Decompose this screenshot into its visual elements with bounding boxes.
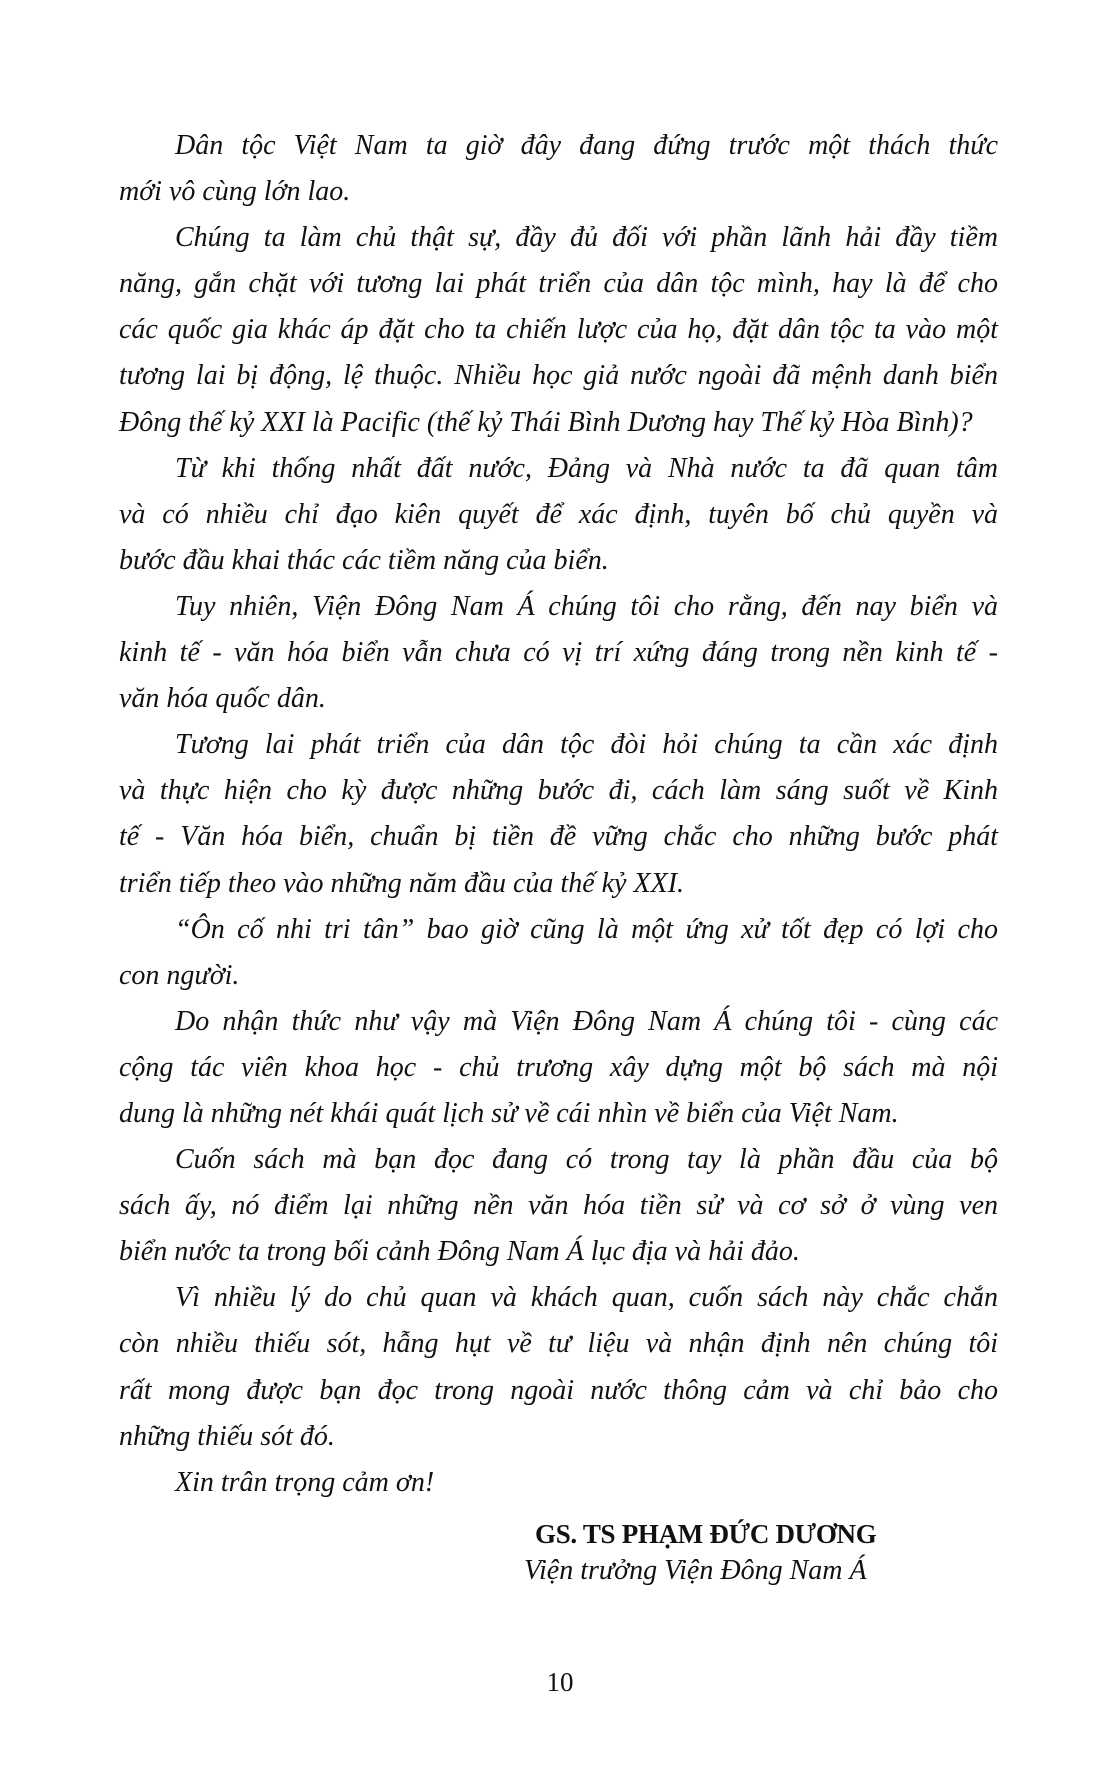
text-line: năng, gắn chặt với tương lai phát triển của dân tộc mình, hay là để cho — [119, 268, 998, 300]
text-line: biển nước ta trong bối cảnh Đông Nam Á lục địa và hải đảo. — [119, 1236, 800, 1268]
text-line: sách ấy, nó điểm lại những nền văn hóa tiền sử và cơ sở ở vùng ven — [119, 1190, 998, 1222]
text-line: và thực hiện cho kỳ được những bước đi, cách làm sáng suốt về Kinh — [119, 775, 998, 807]
text-line: Vì nhiều lý do chủ quan và khách quan, cuốn sách này chắc chắn — [175, 1282, 998, 1314]
text-line: Xin trân trọng cảm ơn! — [175, 1466, 435, 1498]
text-line: những thiếu sót đó. — [119, 1420, 335, 1452]
text-line: bước đầu khai thác các tiềm năng của biển. — [119, 544, 609, 576]
body-text — [119, 123, 998, 1506]
text-line: kinh tế - văn hóa biển vẫn chưa có vị trí xứng đáng trong nền kinh tế - — [119, 637, 998, 669]
signature-name: GS. TS PHẠM ĐỨC DƯƠNG — [535, 1519, 877, 1549]
text-line: dung là những nét khái quát lịch sử về cái nhìn về biển của Việt Nam. — [119, 1097, 899, 1129]
paragraph — [119, 584, 998, 722]
text-line: Chúng ta làm chủ thật sự, đầy đủ đối với phần lãnh hải đầy tiềm — [175, 222, 998, 254]
text-line: cộng tác viên khoa học - chủ trương xây dựng một bộ sách mà nội — [119, 1051, 998, 1083]
paragraph — [119, 907, 998, 999]
text-line: Cuốn sách mà bạn đọc đang có trong tay là phần đầu của bộ — [175, 1144, 998, 1176]
paragraph — [119, 999, 998, 1137]
paragraph — [119, 1460, 998, 1506]
paragraph — [119, 215, 998, 445]
text-line: Tuy nhiên, Viện Đông Nam Á chúng tôi cho rằng, đến nay biển và — [175, 590, 998, 622]
text-line: triển tiếp theo vào những năm đầu của thế kỷ XXI. — [119, 867, 685, 899]
text-line: rất mong được bạn đọc trong ngoài nước thông cảm và chỉ bảo cho — [119, 1374, 998, 1406]
paragraph — [119, 1137, 998, 1275]
text-line: tương lai bị động, lệ thuộc. Nhiều học giả nước ngoài đã mệnh danh biển — [119, 360, 998, 392]
paragraph — [119, 722, 998, 906]
text-line: con người. — [119, 959, 240, 991]
paragraph — [119, 1275, 998, 1459]
paragraph — [119, 123, 998, 215]
text-line: Tương lai phát triển của dân tộc đòi hỏi chúng ta cần xác định — [175, 729, 998, 761]
text-line: văn hóa quốc dân. — [119, 683, 326, 715]
text-line: còn nhiều thiếu sót, hẫng hụt về tư liệu và nhận định nên chúng tôi — [119, 1328, 998, 1360]
text-line: “Ôn cố nhi tri tân” bao giờ cũng là một ứng xử tốt đẹp có lợi cho — [175, 913, 998, 945]
text-line: tế - Văn hóa biển, chuẩn bị tiền đề vững chắc cho những bước phát — [119, 821, 998, 853]
text-line: mới vô cùng lớn lao. — [119, 176, 351, 208]
text-line: các quốc gia khác áp đặt cho ta chiến lược của họ, đặt dân tộc ta vào một — [119, 314, 998, 346]
page-number: 10 — [546, 1667, 574, 1697]
text-line: Dân tộc Việt Nam ta giờ đây đang đứng trước một thách thức — [175, 130, 998, 161]
text-line: và có nhiều chỉ đạo kiên quyết để xác định, tuyên bố chủ quyền và — [119, 498, 998, 530]
paragraph — [119, 446, 998, 584]
text-line: Từ khi thống nhất đất nước, Đảng và Nhà nước ta đã quan tâm — [175, 452, 998, 484]
signature-title: Viện trưởng Viện Đông Nam Á — [524, 1555, 867, 1586]
text-line: Đông thế kỷ XXI là Pacific (thế kỷ Thái Bình Dương hay Thế kỷ Hòa Bình)? — [119, 406, 973, 438]
text-line: Do nhận thức như vậy mà Viện Đông Nam Á chúng tôi - cùng các — [175, 1005, 998, 1037]
